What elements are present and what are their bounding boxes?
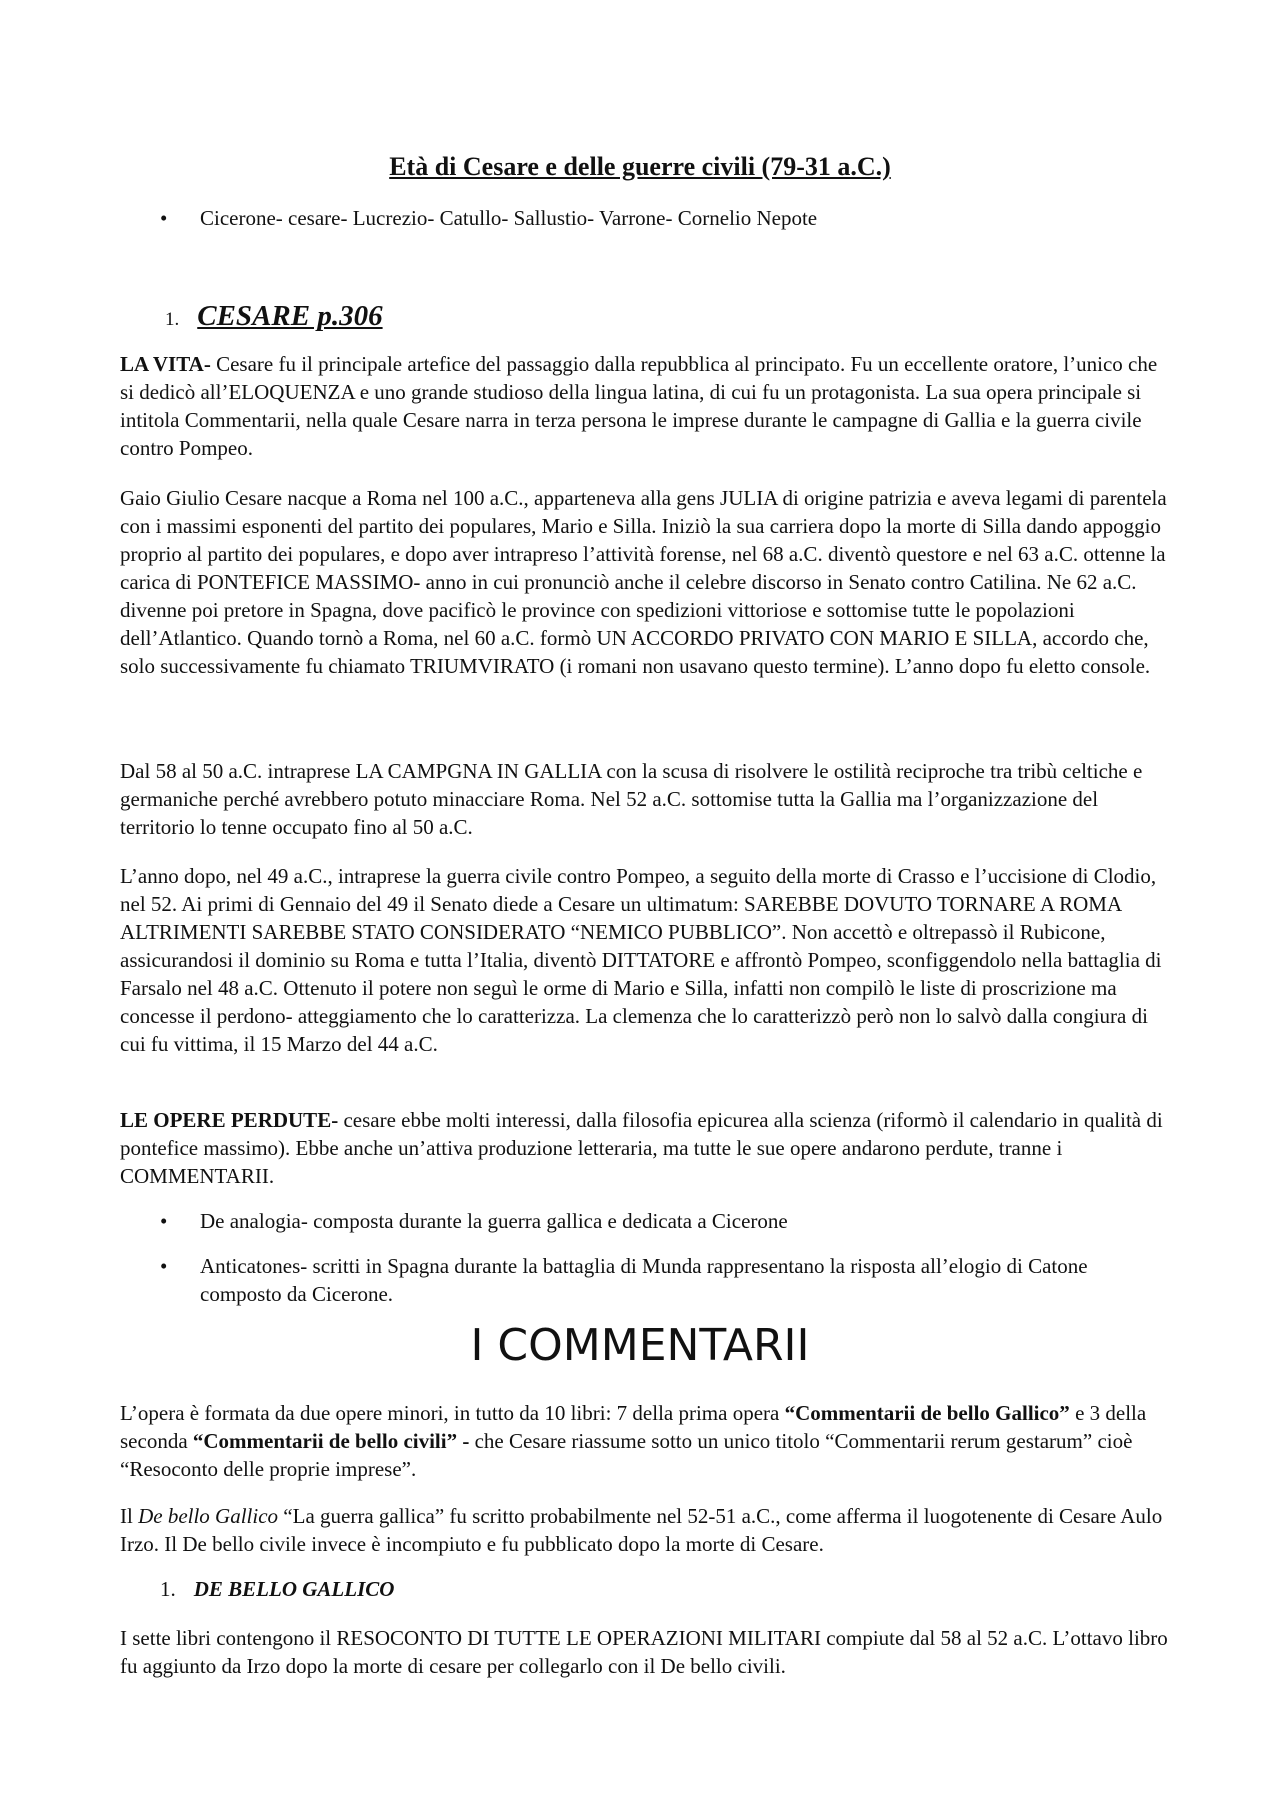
bullet-icon: • [160, 1209, 168, 1233]
commentarii-heading: I COMMENTARII [470, 1320, 810, 1371]
paragraph-sette-libri: I sette libri contengono il RESOCONTO DI TUTTE LE OPERAZIONI MILITARI compiute dal 58 al 52 a.C. L’ottavo libro fu aggiunto da Irzo dopo la morte di cesare per collegarlo con il De bello civili. [120, 1626, 1168, 1678]
section-title: CESARE p.306 [197, 300, 383, 332]
text-run: “La guerra gallica” fu scritto probabilmente nel 52-51 a.C., come afferma il luogotenente di Cesare Aulo Irzo. Il De bello civile invece è incompiuto e fu pubblicato dopo la morte di Cesare. [120, 1504, 1163, 1556]
list-item-text: Anticatones- scritti in Spagna durante la battaglia di Munda rappresentano la risposta all’elogio di Catone composto da Cicerone. [200, 1254, 1088, 1306]
authors-list [160, 204, 1160, 232]
italic-title: De bello Gallico [138, 1504, 279, 1528]
list-item [160, 1207, 1160, 1235]
section-number: 1. [160, 1577, 176, 1601]
paragraph-de-bello-gallico [120, 1502, 1170, 1558]
paragraph-gallia: Dal 58 al 50 a.C. intraprese LA CAMPGNA IN GALLIA con la scusa di risolvere le ostilità reciproche tra tribù celtiche e germaniche perché avrebbero potuto minacciare Roma. Nel 52 a.C. sottomise tutta la Gallia ma l’organizzazione del territorio lo tenne occupato fino al 50 a.C. [120, 759, 1143, 839]
paragraph-text: cesare ebbe molti interessi, dalla filosofia epicurea alla scienza (riformò il calendario in qualità di pontefice massimo). Ebbe anche un’attiva produzione letteraria, ma tutte le sue opere andarono perdute, tranne i COMMENTARII. [120, 1108, 1163, 1188]
paragraph-opere-perdute [120, 1106, 1170, 1190]
section-heading-de-bello-gallico [160, 1575, 394, 1603]
authors-text: Cicerone- cesare- Lucrezio- Catullo- Sallustio- Varrone- Cornelio Nepote [200, 206, 818, 230]
paragraph-opera [120, 1399, 1170, 1483]
paragraph-label: LA VITA- [120, 352, 211, 376]
list-item-text: De analogia- composta durante la guerra gallica e dedicata a Cicerone [200, 1209, 788, 1233]
bold-title: “Commentarii de bello civili” - [192, 1429, 470, 1453]
list-item [160, 1252, 1160, 1308]
lost-works-list [160, 1207, 1160, 1235]
paragraph-label: LE OPERE PERDUTE- [120, 1108, 339, 1132]
paragraph-biography: Gaio Giulio Cesare nacque a Roma nel 100 a.C., apparteneva alla gens JULIA di origine patrizia e aveva legami di parentela con i massimi esponenti del partito dei populares, Mario e Silla. Iniziò la sua carriera dopo la morte di Silla dando appoggio proprio al partito dei populares, e dopo aver intrapreso l’attività forense, nel 68 a.C. diventò questore e nel 63 a.C. ottenne la carica di PONTEFICE MASSIMO- anno in cui pronunciò anche il celebre discorso in Senato contro Catilina. Ne 62 a.C. divenne poi pretore in Spagna, dove pacificò le province con spedizioni vittoriose e sottomise tutte le popolazioni dell’Atlantico. Quando tornò a Roma, nel 60 a.C. formò UN ACCORDO PRIVATO CON MARIO E SILLA, accordo che, solo successivamente fu chiamato TRIUMVIRATO (i romani non usavano questo termine). L’anno dopo fu eletto console. [120, 486, 1167, 678]
section-heading-cesare [165, 298, 383, 338]
bullet-icon: • [160, 206, 168, 230]
page-title: Età di Cesare e delle guerre civili (79-31 a.C.) [389, 152, 891, 181]
section-number: 1. [165, 309, 180, 330]
paragraph-text: Cesare fu il principale artefice del passaggio dalla repubblica al principato. Fu un eccellente oratore, l’unico che si dedicò all’ELOQUENZA e uno grande studioso della lingua latina, di cui fu un protagonista. La sua opera principale si intitola Commentarii, nella quale Cesare narra in terza persona le imprese durante le campagne di Gallia e la guerra civile contro Pompeo. [120, 352, 1158, 460]
paragraph-la-vita [120, 350, 1170, 462]
bullet-icon: • [160, 1254, 168, 1278]
text-run: che Cesare riassume sotto un unico titolo “Commentarii rerum gestarum” cioè “Resoconto delle proprie imprese”. [120, 1429, 1133, 1481]
lost-works-list-2 [160, 1252, 1160, 1308]
section-title: DE BELLO GALLICO [193, 1577, 395, 1601]
text-run: L’opera è formata da due opere minori, in tutto da 10 libri: 7 della prima opera [120, 1401, 785, 1425]
list-item [160, 204, 1160, 232]
bold-title: “Commentarii de bello Gallico” [784, 1401, 1070, 1425]
text-run: e 3 della seconda [120, 1401, 1147, 1453]
text-run: Il [120, 1504, 139, 1528]
paragraph-guerra-civile: L’anno dopo, nel 49 a.C., intraprese la guerra civile contro Pompeo, a seguito della morte di Crasso e l’uccisione di Clodio, nel 52. Ai primi di Gennaio del 49 il Senato diede a Cesare un ultimatum: SAREBBE DOVUTO TORNARE A ROMA ALTRIMENTI SAREBBE STATO CONSIDERATO “NEMICO PUBBLICO”. Non accettò e oltrepassò il Rubicone, assicurandosi il dominio su Roma e tutta l’Italia, diventò DITTATORE e affrontò Pompeo, sconfiggendolo nella battaglia di Farsalo nel 48 a.C. Ottenuto il potere non seguì le orme di Mario e Silla, infatti non compilò le liste di proscrizione ma concesse il perdono- atteggiamento che lo caratterizza. La clemenza che lo caratterizzò però non lo salvò dalla congiura di cui fu vittima, il 15 Marzo del 44 a.C. [120, 864, 1162, 1056]
